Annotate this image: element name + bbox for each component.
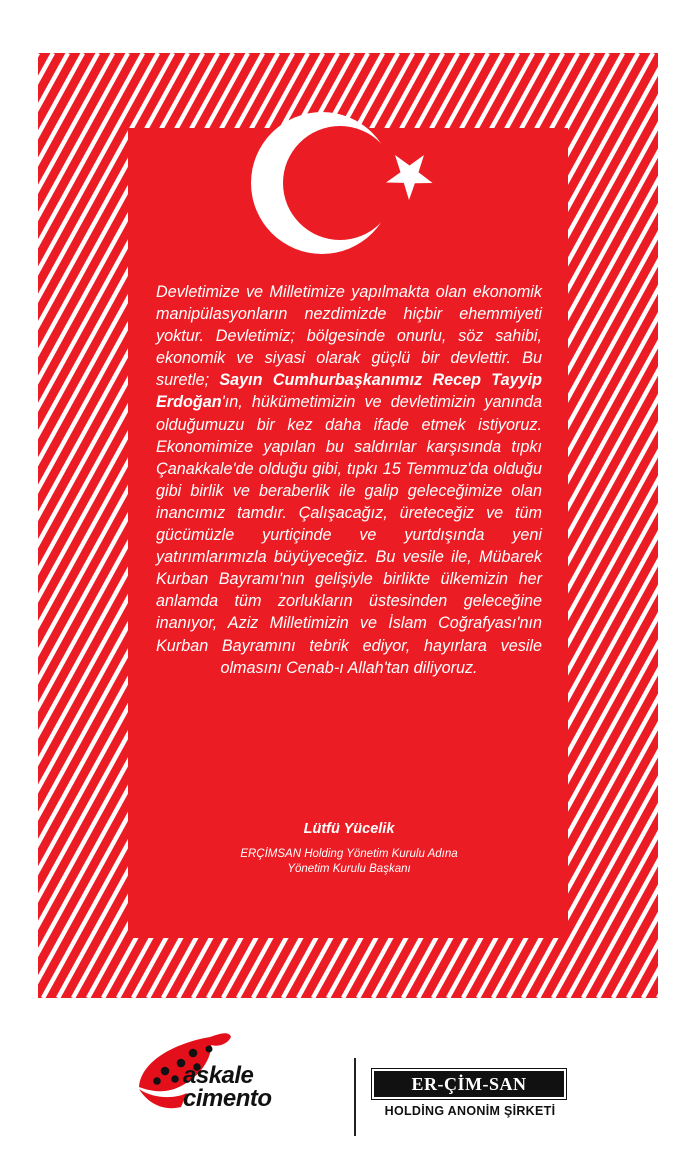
stripe [568,53,658,998]
signature-title-2: Yönetim Kurulu Başkanı [287,863,411,875]
signature-block [156,821,542,877]
message-bold-name: Sayın Cumhurbaşkanımız Recep Tayyip Erdoğan [156,371,542,412]
message-text [156,281,542,679]
askale-cimento-wordmark [183,1064,272,1110]
askale-word: askale [183,1062,254,1089]
signature-title-1: ERÇİMSAN Holding Yönetim Kurulu Adına [240,848,458,860]
footer [0,1000,700,1167]
crescent-star-icon [250,111,460,261]
ercimsan-subtitle: HOLDİNG ANONİM ŞİRKETİ [384,1104,556,1118]
logo-divider [354,1058,356,1136]
cimento-word: cimento [183,1085,272,1112]
message-part-2: 'ın, hükümetimizin ve devletimizin yanında olduğumuzu bir kez daha ifade etmek istiyoruz. Ekonomimize yapılan bu saldırılar karşısında tıpkı Çanakkale'de olduğu gibi, tıpkı 15 Temmuz'da olduğu gibi birlik ve beraberlik ile galip geleceğimize olan inancımız tamdır. Çalışacağız, üreteceğiz ve tüm gücümüzle yurtiçinde ve yurtdışında yeni yatırımlarımızla büyüyeceğiz. Bu vesile ile, Mübarek Kurban Bayramı'nın gelişiyle birlikte ülkemizin her anlamda tüm zorlukların üstesinden geleceğine inanıyor, Aziz Milletimizin ve İslam Coğrafyası'nın Kurban Bayramını tebrik ediyor, hayırlara vesile olmasını Cenab-ı Allah'tan diliyoruz. [156,393,542,677]
message-part-1: Devletimize ve Milletimize yapılmakta olan ekonomik manipülasyonların nezdimizde hiçbir ehemmiyeti yoktur. Devletimiz; bölgesinde onurlu, söz sahibi, ekonomik ve siyasi olarak güçlü bir devlettir. Bu suretle; [156,283,542,390]
flag-poster [38,53,658,998]
stripe [38,53,128,998]
ercimsan-logo: ER-ÇİM-SAN [374,1071,564,1097]
signature-name: Lütfü Yücelik [303,821,395,837]
